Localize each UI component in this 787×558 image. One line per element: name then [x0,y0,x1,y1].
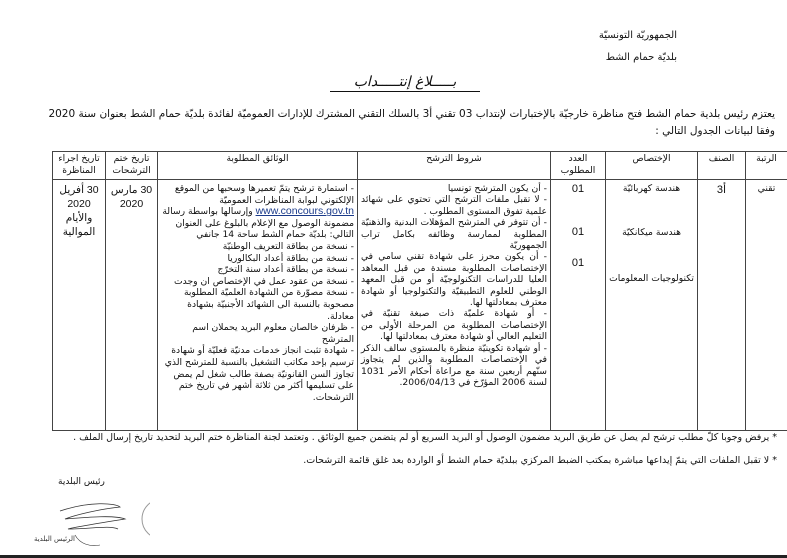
cell-deadline: 30 مارس 2020 [106,180,158,431]
count-3: 01 [571,257,585,269]
document-item-form [161,183,354,241]
recruitment-table [52,151,787,431]
condition-item: - أن يكون المترشح تونسيا [447,183,547,194]
intro-line-2: وفقا لبيانات الجدول التالي : [655,125,775,137]
header-rank: الرتبة [746,152,787,180]
header-conditions: شروط الترشح [358,152,551,180]
header-documents: الوثائق المطلوبة [158,152,358,180]
note-postal-requirement: * يرفض وجوبا كلّ مطلب ترشح لم يصل عن طريق البريد مضمون الوصول أو البريد السريع أو لم يتضمن جميع الوثائق . وتعتمد لجنة المناظرة ختم البريد لتحديد تاريخ إرسال الملف . [73,432,777,443]
document-item: - نسخة من عقود عمل في الإختصاص ان وجدت [174,275,354,287]
document-title: بـــــلاغ إنتـــــداب [330,74,480,92]
cell-specialties [606,180,698,431]
signature-name: الرئيس البلدية [33,535,75,543]
signature-title: رئيس البلدية [58,477,105,487]
condition-item: - أن تتوفر في المترشح المؤهلات البدنية والذهنيّة المطلوبة لممارسة وظائفه بكامل تراب الجمهوريّة [361,217,547,252]
condition-item: - أو شهادة علميّة ذات صبغة تقنيّة في الإختصاصات المطلوبة من المرحلة الأولى من التعليم العالي أو شهادة معترف بمعادلتها لها. [361,308,547,343]
cell-counts [551,180,606,431]
specialty-3: تكنولوجيات المعلومات [609,272,694,284]
count-1: 01 [571,183,585,195]
cell-grade: أ3 [698,180,746,431]
header-exam-date: تاريخ اجراء المناظرة [53,152,106,180]
intro-line-1: يعتزم رئيس بلدية حمام الشط فتح مناظرة خارجيّة بالإختبارات لإنتداب 03 تقني أ3 بالسلك التقني المشترك للإدارات العموميّة لفائدة بلديّة حمام الشط بعنوان سنة 2020 [48,108,775,120]
cell-conditions [358,180,551,431]
document-item: - نسخة من بطاقة أعداد البكالوريا [227,252,354,264]
cell-exam-date: 30 أفريل 2020 والأيام الموالية [53,180,106,431]
document-item: - نسخة من بطاقة أعداد سنة التخرّج [217,264,354,276]
handwritten-signature [20,489,150,549]
header-municipality: بلديّة حمام الشط [605,52,677,63]
condition-item: - أو شهادة تكوينيّة منظرة بالمستوى سالف الذكر في الإختصاصات المطلوبة والذين لم يتجاوز سنّهم أربعين سنة مع مراعاة أحكام الأمر 1031 لسنة 2006 المؤرّخ في 2006/04/13. [361,342,547,388]
signature-block [20,475,150,545]
header-grade: الصنف [698,152,746,180]
condition-item: - لا تقبل ملفات الترشح التي تحتوي على شهائد علمية تفوق المستوى المطلوب . [361,194,547,217]
table-row [53,180,787,431]
header-count: العدد المطلوب [551,152,606,180]
document-item: - نسخة من بطاقة التعريف الوطنيّة [222,240,354,252]
header-republic: الجمهوريّة التونسيّة [598,30,677,41]
document-item: - ظرفان خالصان معلوم البريد يحملان اسم المترشح [192,322,354,345]
count-2: 01 [571,226,585,238]
document-item: - نسخة مصوّرة من الشهادة العلميّة المطلوبة مصحوبة بالنسبة الى الشهائد الأجنبيّة بشهادة معادلة. [183,287,354,322]
note-no-direct-deposit: * لا تقبل الملفات التي يتمّ إيداعها مباشرة بمكتب الضبط المركزي ببلديّة حمام الشط أو الواردة بعد غلق قائمة الترشحات. [303,455,777,466]
form-text-1: - استمارة ترشح يتمّ تعميرها وسحبها من الموقع الإلكتوني لبوابة المناظرات العموميّة [174,183,354,206]
cell-documents [158,180,358,431]
table-header-row [53,152,787,180]
header-specialty: الإختصاص [606,152,698,180]
condition-item: - أن يكون محرز على شهادة تقني سامي في الإختصاصات المطلوبة مسندة من قبل المعاهد العليا للدراسات التكنولوجيّة أو من قبل المعهد الوطني للعلوم التطبيقيّة والتكنولوجيا أو شهادة معترف بمعادلتها لها. [361,251,547,309]
concours-link[interactable]: www.concours.gov.tn [255,205,354,218]
form-text-2: وإرسالها بواسطة رسالة مضمونة الوصول مع الإعلام بالبلوغ على العنوان التالي: بلديّة حمام الشط ساحة 14 جانفي [162,206,354,241]
specialty-2: هندسة ميكانكيّة [622,226,681,238]
document-item: - شهادة تثبت انجاز خدمات مدنيّة فعليّة أو شهادة ترسيم بإحد مكاتب التشغيل بالنسبة للمترشح الذي تجاوز السن القانونيّة بصفة طالب شغل لم يمض على تسليمها أكثر من ثلاثة أشهر في تاريخ ختم الترشحات. [164,345,354,403]
cell-rank: تقني [746,180,787,431]
specialty-1: هندسة كهربائيّة [622,183,681,194]
intro-paragraph [5,106,775,140]
header-deadline: تاريخ ختم الترشحات [106,152,158,180]
